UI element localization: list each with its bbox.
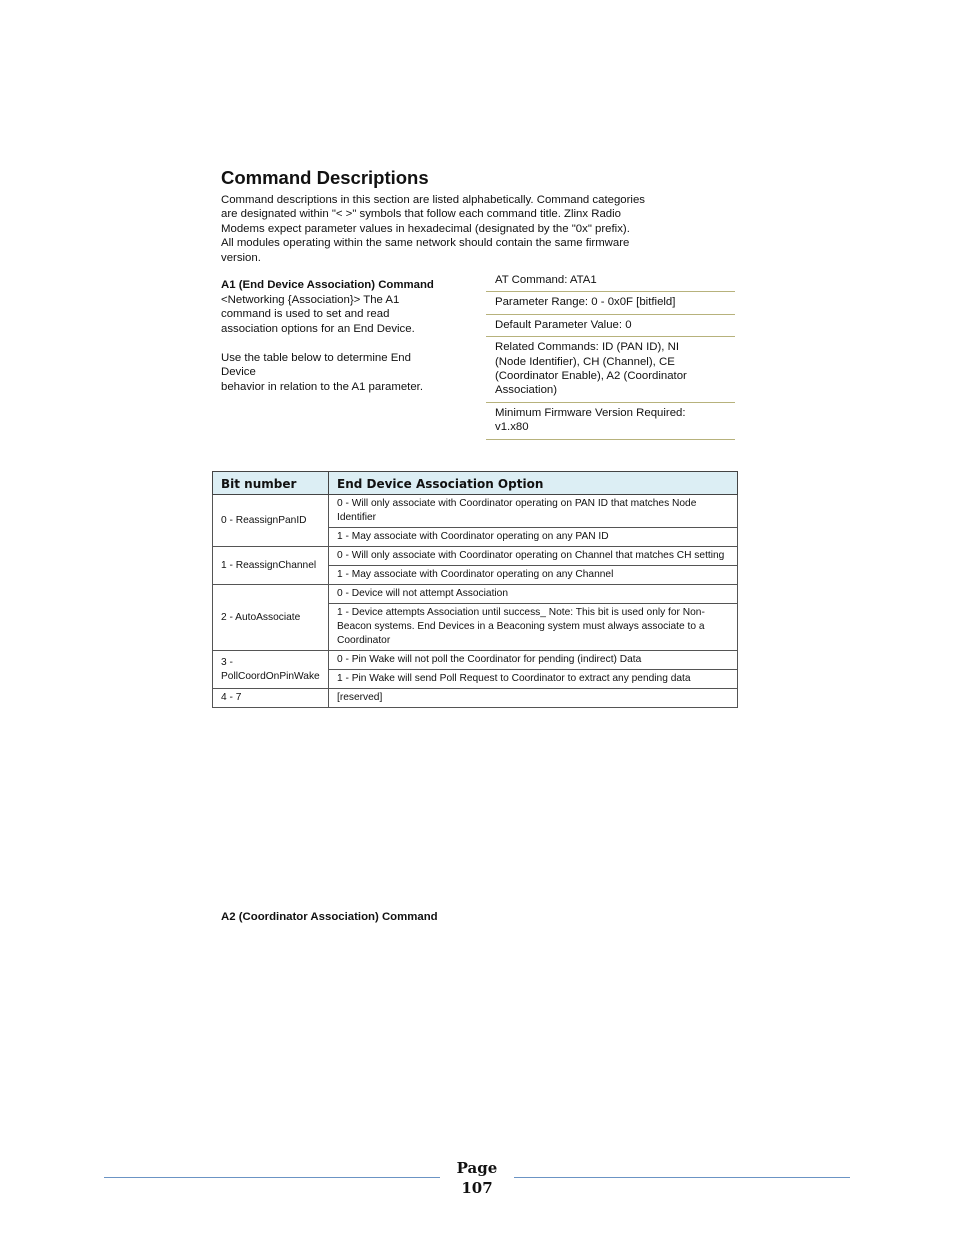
page-label: Page (456, 1159, 498, 1177)
option-cell (329, 604, 738, 651)
option-text: 0 - Pin Wake will not poll the Coordinator for pending (indirect) Data (337, 654, 642, 665)
bit-label: 3 - (221, 656, 233, 668)
at-info-line: Association) (495, 384, 558, 397)
intro-paragraph (221, 193, 701, 265)
option-cell (329, 651, 738, 670)
option-cell (329, 585, 738, 604)
bit-label: 2 - AutoAssociate (221, 611, 301, 623)
option-cell (329, 495, 738, 528)
at-info-row (486, 403, 735, 440)
intro-line: All modules operating within the same network should contain the same firmware (221, 237, 630, 250)
bit-label: 0 - ReassignPanID (221, 514, 307, 526)
a1-desc-line: command is used to set and read (221, 308, 390, 321)
a1-desc-line: association options for an End Device. (221, 322, 415, 335)
at-info-line: v1.x80 (495, 421, 529, 434)
table-row (213, 651, 738, 670)
at-info-line: Related Commands: ID (PAN ID), NI (495, 341, 679, 354)
intro-line: are designated within "< >" symbols that follow each command title. Zlinx Radio (221, 208, 621, 221)
option-cell (329, 689, 738, 708)
at-info-line: Minimum Firmware Version Required: (495, 406, 686, 419)
a1-bit-table (212, 471, 738, 708)
at-info-row (486, 337, 735, 403)
footer-rule-left (104, 1177, 440, 1178)
table-row (213, 585, 738, 604)
at-info-line: Parameter Range: 0 - 0x0F [bitfield] (495, 296, 676, 309)
page-heading: Command Descriptions (221, 167, 429, 188)
option-text: Identifier (337, 512, 377, 523)
bit-number-cell (213, 585, 329, 651)
option-cell (329, 528, 738, 547)
option-text: 1 - Device attempts Association until success_ Note: This bit is used only for Non- (337, 607, 705, 618)
at-info-line: Default Parameter Value: 0 (495, 318, 632, 331)
at-command-info-box (486, 270, 735, 440)
table-body (213, 495, 738, 708)
a1-use-line: Use the table below to determine End (221, 352, 411, 364)
intro-line: Modems expect parameter values in hexadecimal (designated by the "0x" prefix). (221, 222, 630, 235)
option-text: 1 - Pin Wake will send Poll Request to Coordinator to extract any pending data (337, 673, 691, 684)
option-cell (329, 547, 738, 566)
option-text: Coordinator (337, 635, 391, 646)
a1-usage-note (221, 351, 423, 394)
option-text: 0 - Device will not attempt Association (337, 588, 508, 599)
at-info-row (486, 315, 735, 337)
header-bit-number: Bit number (213, 472, 329, 495)
header-option: End Device Association Option (329, 472, 738, 495)
page-number (440, 1158, 514, 1198)
a1-command-title: A1 (End Device Association) Command (221, 279, 434, 291)
option-text: 1 - May associate with Coordinator operating on any Channel (337, 569, 614, 580)
at-info-row (486, 270, 735, 292)
intro-line: Command descriptions in this section are listed alphabetically. Command categories (221, 194, 645, 206)
at-info-line: AT Command: ATA1 (495, 274, 597, 286)
bit-label: 4 - 7 (221, 692, 242, 703)
at-info-line: (Node Identifier), CH (Channel), CE (495, 355, 675, 368)
bit-label: PollCoordOnPinWake (221, 670, 320, 682)
a1-description (221, 293, 471, 336)
a1-use-line: Device (221, 366, 256, 379)
footer-rule-right (514, 1177, 850, 1178)
option-text: 0 - Will only associate with Coordinator operating on PAN ID that matches Node (337, 498, 697, 509)
option-cell (329, 566, 738, 585)
bit-number-cell (213, 651, 329, 689)
a1-desc-line: <Networking {Association}> The A1 (221, 294, 400, 306)
bit-number-cell (213, 689, 329, 708)
option-text: Beacon systems. End Devices in a Beaconing system must always associate to a (337, 621, 705, 632)
bit-label: 1 - ReassignChannel (221, 559, 317, 571)
at-info-row (486, 292, 735, 314)
at-info-line: (Coordinator Enable), A2 (Coordinator (495, 370, 687, 383)
a1-use-line: behavior in relation to the A1 parameter. (221, 380, 423, 393)
table-row (213, 495, 738, 528)
page-number-value: 107 (461, 1179, 493, 1197)
table-header-row (213, 472, 738, 495)
table-row (213, 547, 738, 566)
a2-command-title: A2 (Coordinator Association) Command (221, 911, 438, 923)
intro-line: version. (221, 251, 261, 264)
table-row (213, 689, 738, 708)
option-text: 1 - May associate with Coordinator operating on any PAN ID (337, 531, 609, 542)
option-cell (329, 670, 738, 689)
bit-number-cell (213, 547, 329, 585)
option-text: [reserved] (337, 692, 383, 703)
option-text: 0 - Will only associate with Coordinator operating on Channel that matches CH setting (337, 550, 725, 561)
bit-number-cell (213, 495, 329, 547)
